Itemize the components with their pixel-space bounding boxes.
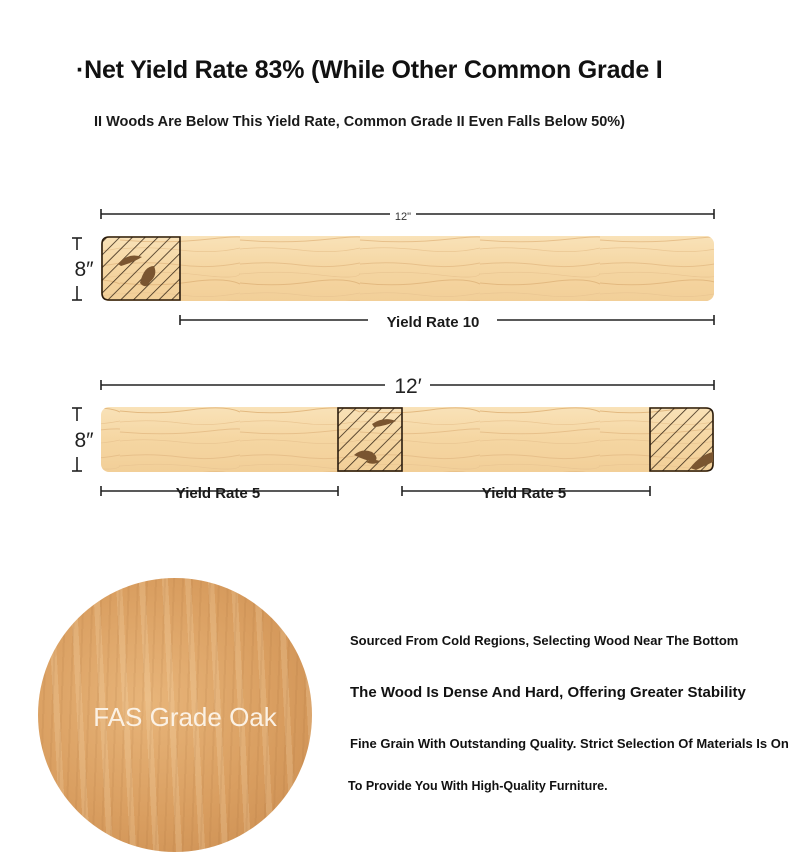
board-two-length-label: 12′	[394, 375, 422, 398]
feature-text-3: Fine Grain With Outstanding Quality. Strict Selection Of Materials Is On	[350, 736, 789, 751]
board-one-height-label: 8″	[74, 258, 94, 281]
board-two-middle-defect	[338, 408, 402, 471]
board-one-length-dimension	[101, 207, 714, 223]
board-one-yield-label: Yield Rate 10	[386, 314, 480, 331]
feature-text-2: The Wood Is Dense And Hard, Offering Greater Stability	[350, 684, 746, 701]
board-one-height-dimension	[72, 238, 94, 300]
board-two-yield-right-label: Yield Rate 5	[481, 485, 567, 502]
subline: II Woods Are Below This Yield Rate, Common Grade II Even Falls Below 50%)	[94, 114, 625, 130]
board-one	[72, 207, 714, 331]
headline: ·Net Yield Rate 83% (While Other Common Grade I	[76, 56, 663, 84]
oak-grade-label: FAS Grade Oak	[93, 702, 277, 732]
board-one-yield-dimension	[180, 314, 714, 331]
feature-text-4: To Provide You With High-Quality Furniture.	[348, 779, 608, 793]
board-two-end-defect	[650, 408, 713, 471]
oak-sample-circle	[38, 578, 312, 852]
board-two-height-dimension	[72, 408, 94, 471]
board-two	[72, 375, 714, 502]
board-one-defect-section	[102, 237, 180, 300]
board-two-yield-dimensions	[101, 485, 650, 502]
board-one-length-label: 12"	[394, 211, 412, 223]
board-two-height-label: 8″	[74, 429, 94, 452]
board-two-yield-left-label: Yield Rate 5	[175, 485, 261, 502]
board-two-length-dimension	[101, 375, 714, 398]
feature-text-1: Sourced From Cold Regions, Selecting Wood Near The Bottom	[350, 633, 739, 648]
